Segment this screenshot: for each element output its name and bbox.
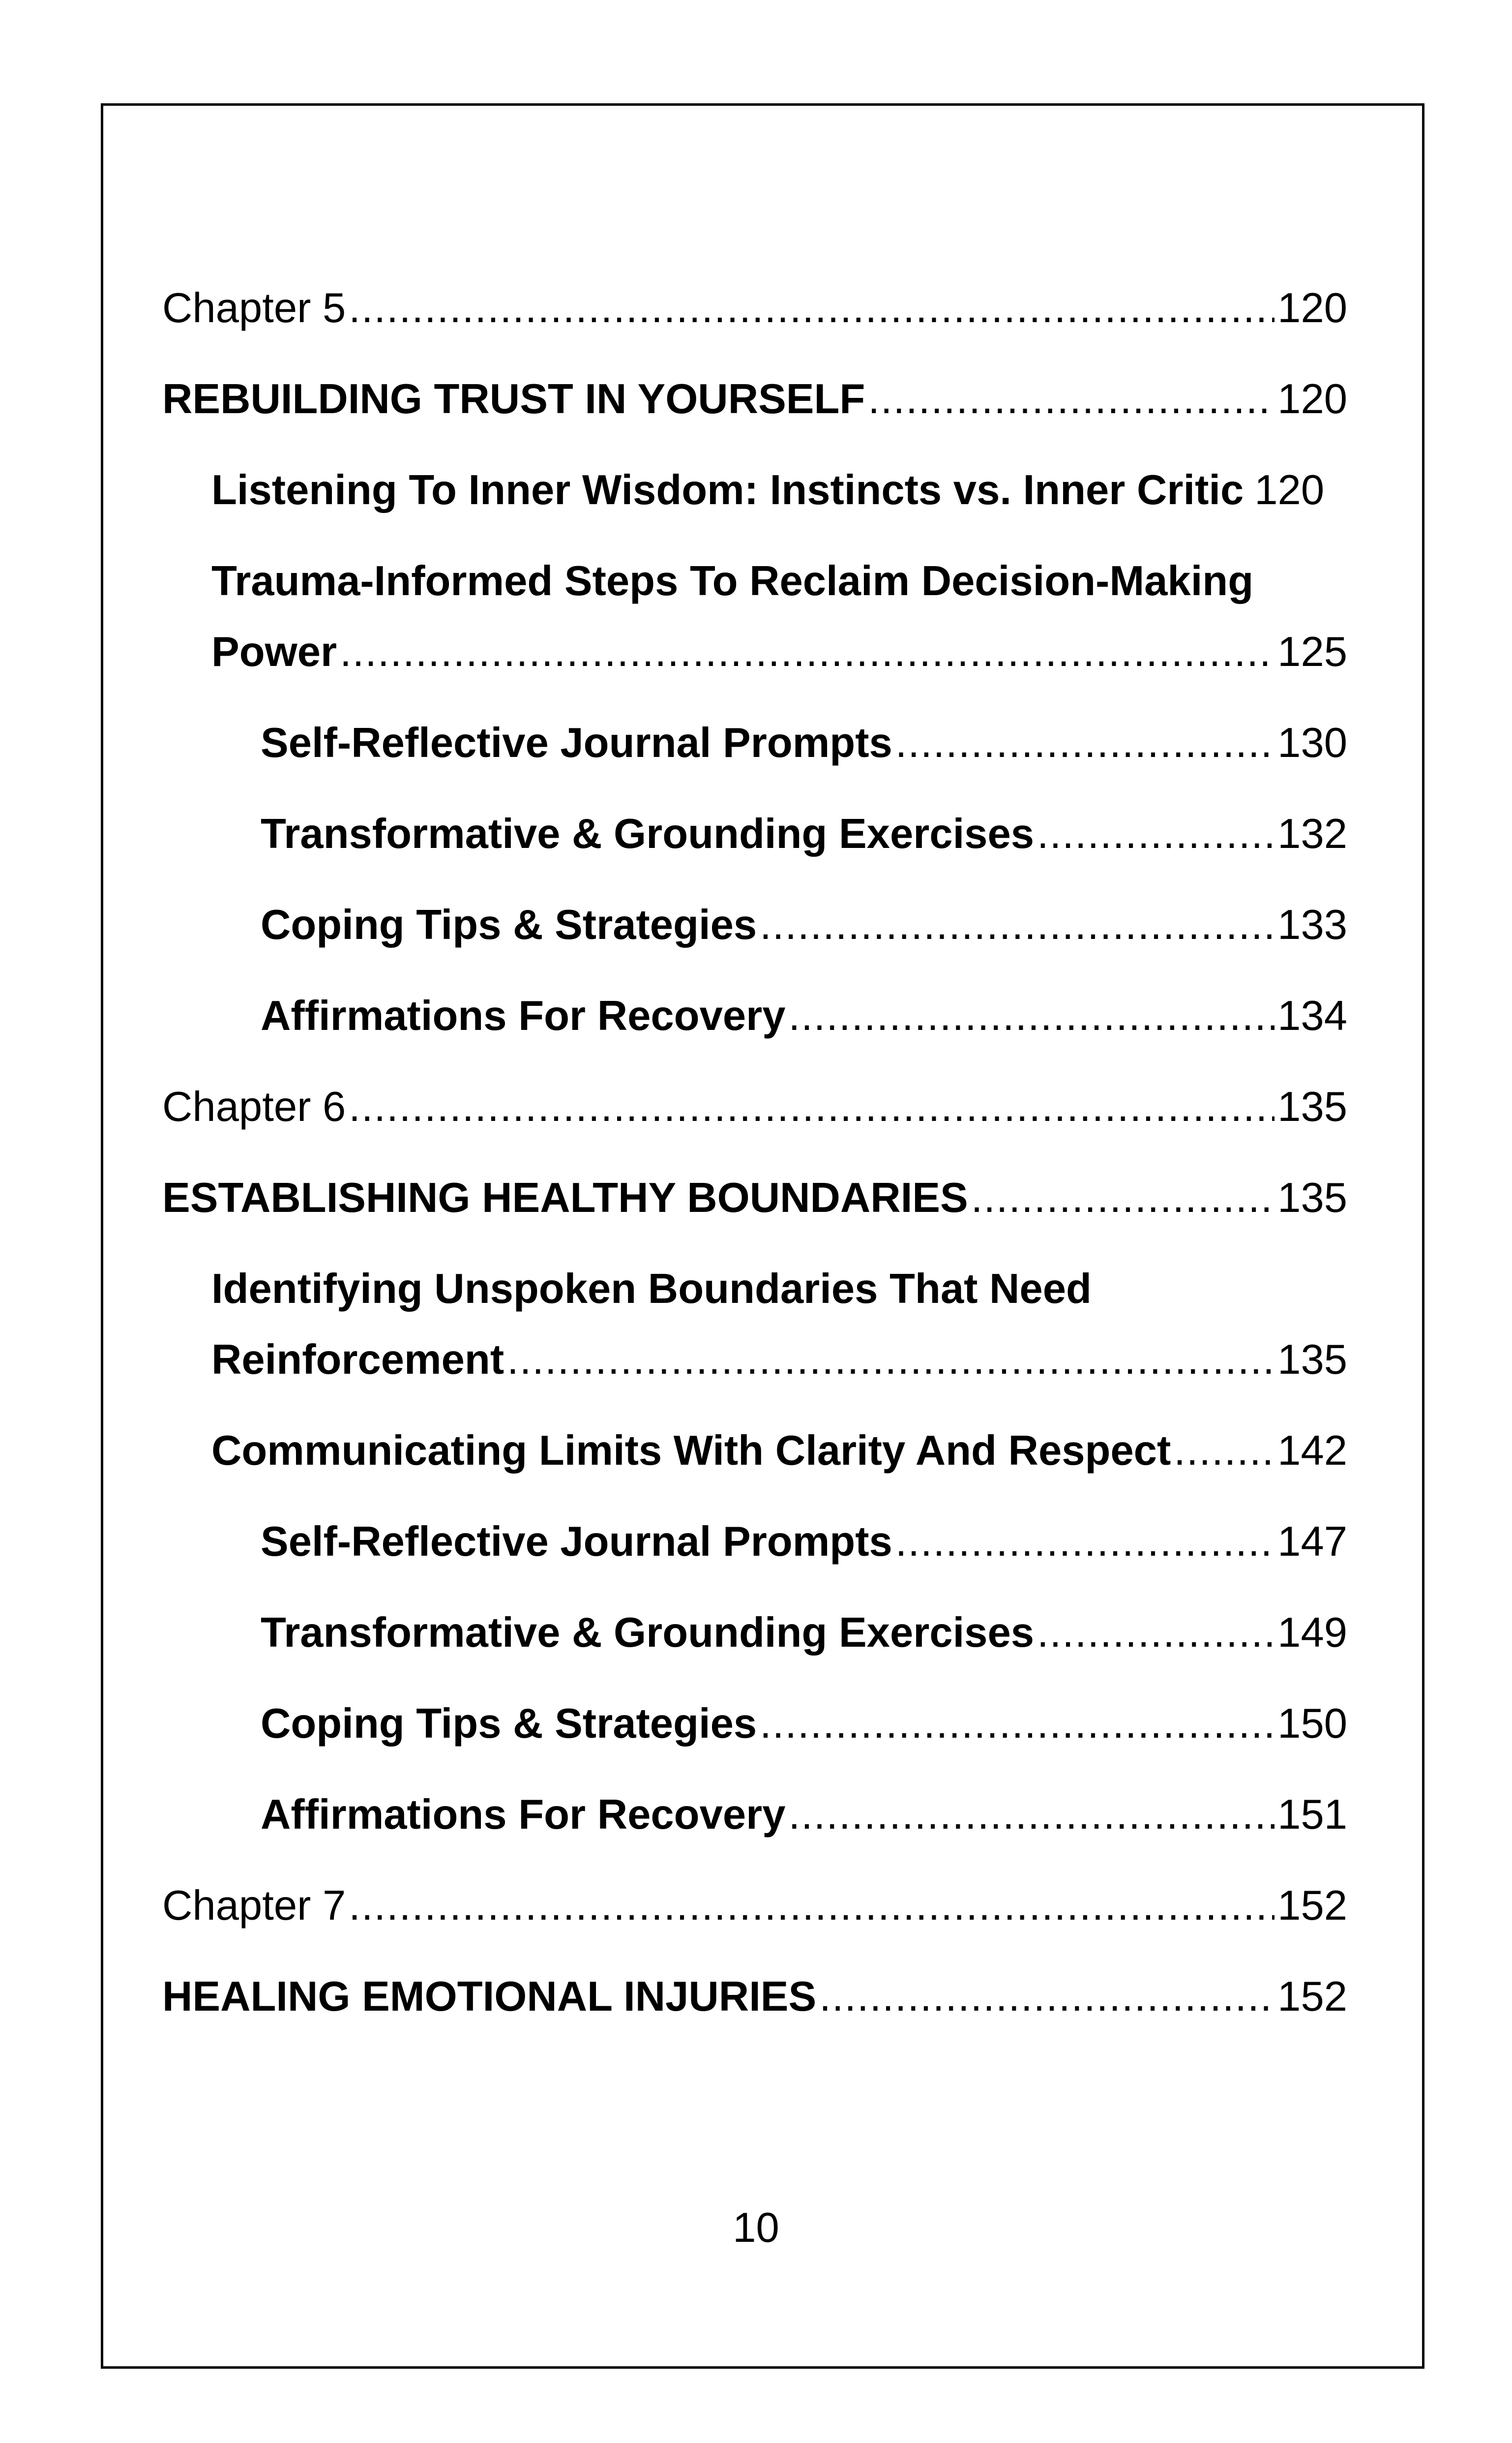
dot-leader: [1174, 1416, 1275, 1486]
dot-leader: [507, 1325, 1275, 1395]
toc-entry-coping-tips[interactable]: [162, 1689, 1347, 1759]
toc-entry-affirmations[interactable]: [162, 981, 1347, 1052]
toc-entry-chapter-5[interactable]: [162, 273, 1347, 344]
dot-leader: [1037, 1598, 1275, 1668]
toc-entry-page: 130: [1277, 720, 1347, 766]
toc-entry-page: 142: [1277, 1427, 1347, 1474]
toc-entry-page: 134: [1277, 993, 1347, 1039]
toc-entry-label: Communicating Limits With Clarity And Respect: [211, 1427, 1171, 1474]
dot-leader: [895, 708, 1275, 779]
dot-leader: [868, 364, 1275, 435]
toc-entry-page: 125: [1277, 629, 1347, 675]
toc-entry-label: REBUILDING TRUST IN YOURSELF: [162, 376, 865, 422]
toc-entry-page: 152: [1277, 1882, 1347, 1929]
dot-leader: [819, 1961, 1275, 2032]
toc-entry-label-continuation: [211, 617, 1347, 688]
dot-leader: [349, 273, 1275, 344]
toc-entry-unspoken-boundaries[interactable]: [162, 1254, 1347, 1395]
dot-leader: [760, 890, 1275, 961]
toc-entry-label: Self-Reflective Journal Prompts: [261, 1518, 892, 1565]
toc-entry-communicating-limits[interactable]: [162, 1416, 1347, 1486]
toc-entry-page: 147: [1277, 1518, 1347, 1565]
toc-entry-label: Trauma-Informed Steps To Reclaim Decision-Making: [211, 558, 1254, 604]
toc-entry-label: Reinforcement: [211, 1336, 504, 1383]
dot-leader: [1037, 799, 1275, 870]
toc-entry-affirmations[interactable]: [162, 1779, 1347, 1850]
toc-entry-label: ESTABLISHING HEALTHY BOUNDARIES: [162, 1175, 968, 1221]
toc-entry-label: Coping Tips & Strategies: [261, 1700, 757, 1747]
toc-entry-page: 135: [1277, 1084, 1347, 1130]
toc-entry-chapter-6[interactable]: [162, 1072, 1347, 1143]
toc-entry-journal-prompts[interactable]: [162, 708, 1347, 779]
toc-entry-page: 132: [1277, 811, 1347, 857]
toc-entry-page: 150: [1277, 1700, 1347, 1747]
toc-entry-label: Power: [211, 629, 337, 675]
toc-entry-page: 120: [1277, 376, 1347, 422]
dot-leader: [895, 1507, 1275, 1577]
toc-entry-page: 135: [1277, 1175, 1347, 1221]
dot-leader: [349, 1870, 1275, 1941]
toc-entry-page: 135: [1277, 1336, 1347, 1383]
toc-entry-label: Listening To Inner Wisdom: Instincts vs. Inner Critic: [211, 467, 1244, 513]
toc-entry-healthy-boundaries[interactable]: [162, 1163, 1347, 1234]
toc-entry-label: Identifying Unspoken Boundaries That Need: [211, 1266, 1092, 1312]
table-of-contents: [162, 273, 1347, 2052]
toc-entry-label: Chapter 7: [162, 1882, 346, 1929]
dot-leader: [788, 1779, 1275, 1850]
toc-entry-label: HEALING EMOTIONAL INJURIES: [162, 1973, 817, 2020]
dot-leader: [349, 1072, 1275, 1143]
dot-leader: [788, 981, 1275, 1052]
toc-entry-listening-inner-wisdom[interactable]: [162, 455, 1347, 526]
toc-entry-label: Affirmations For Recovery: [261, 993, 786, 1039]
toc-entry-label: Affirmations For Recovery: [261, 1791, 786, 1838]
dot-leader: [760, 1689, 1275, 1759]
toc-entry-label: Chapter 6: [162, 1084, 346, 1130]
toc-entry-label: Self-Reflective Journal Prompts: [261, 720, 892, 766]
toc-entry-rebuilding-trust[interactable]: [162, 364, 1347, 435]
toc-entry-journal-prompts[interactable]: [162, 1507, 1347, 1577]
toc-entry-label: Transformative & Grounding Exercises: [261, 1609, 1034, 1656]
toc-entry-page: 120: [1277, 285, 1347, 332]
toc-entry-emotional-injuries[interactable]: [162, 1961, 1347, 2032]
toc-entry-trauma-informed-steps[interactable]: [162, 546, 1347, 688]
toc-entry-page: 149: [1277, 1609, 1347, 1656]
toc-entry-label: Coping Tips & Strategies: [261, 902, 757, 948]
toc-entry-page: 133: [1277, 902, 1347, 948]
toc-entry-grounding-exercises[interactable]: [162, 1598, 1347, 1668]
toc-entry-label: Chapter 5: [162, 285, 346, 332]
page-number: 10: [733, 2204, 779, 2251]
dot-leader: [971, 1163, 1275, 1234]
dot-leader: [340, 617, 1275, 688]
toc-entry-page: 151: [1277, 1791, 1347, 1838]
toc-entry-page: 120: [1254, 467, 1325, 513]
toc-entry-grounding-exercises[interactable]: [162, 799, 1347, 870]
toc-entry-chapter-7[interactable]: [162, 1870, 1347, 1941]
toc-entry-label-continuation: [211, 1325, 1347, 1395]
toc-entry-page: 152: [1277, 1973, 1347, 2020]
toc-entry-label: Transformative & Grounding Exercises: [261, 811, 1034, 857]
toc-entry-coping-tips[interactable]: [162, 890, 1347, 961]
